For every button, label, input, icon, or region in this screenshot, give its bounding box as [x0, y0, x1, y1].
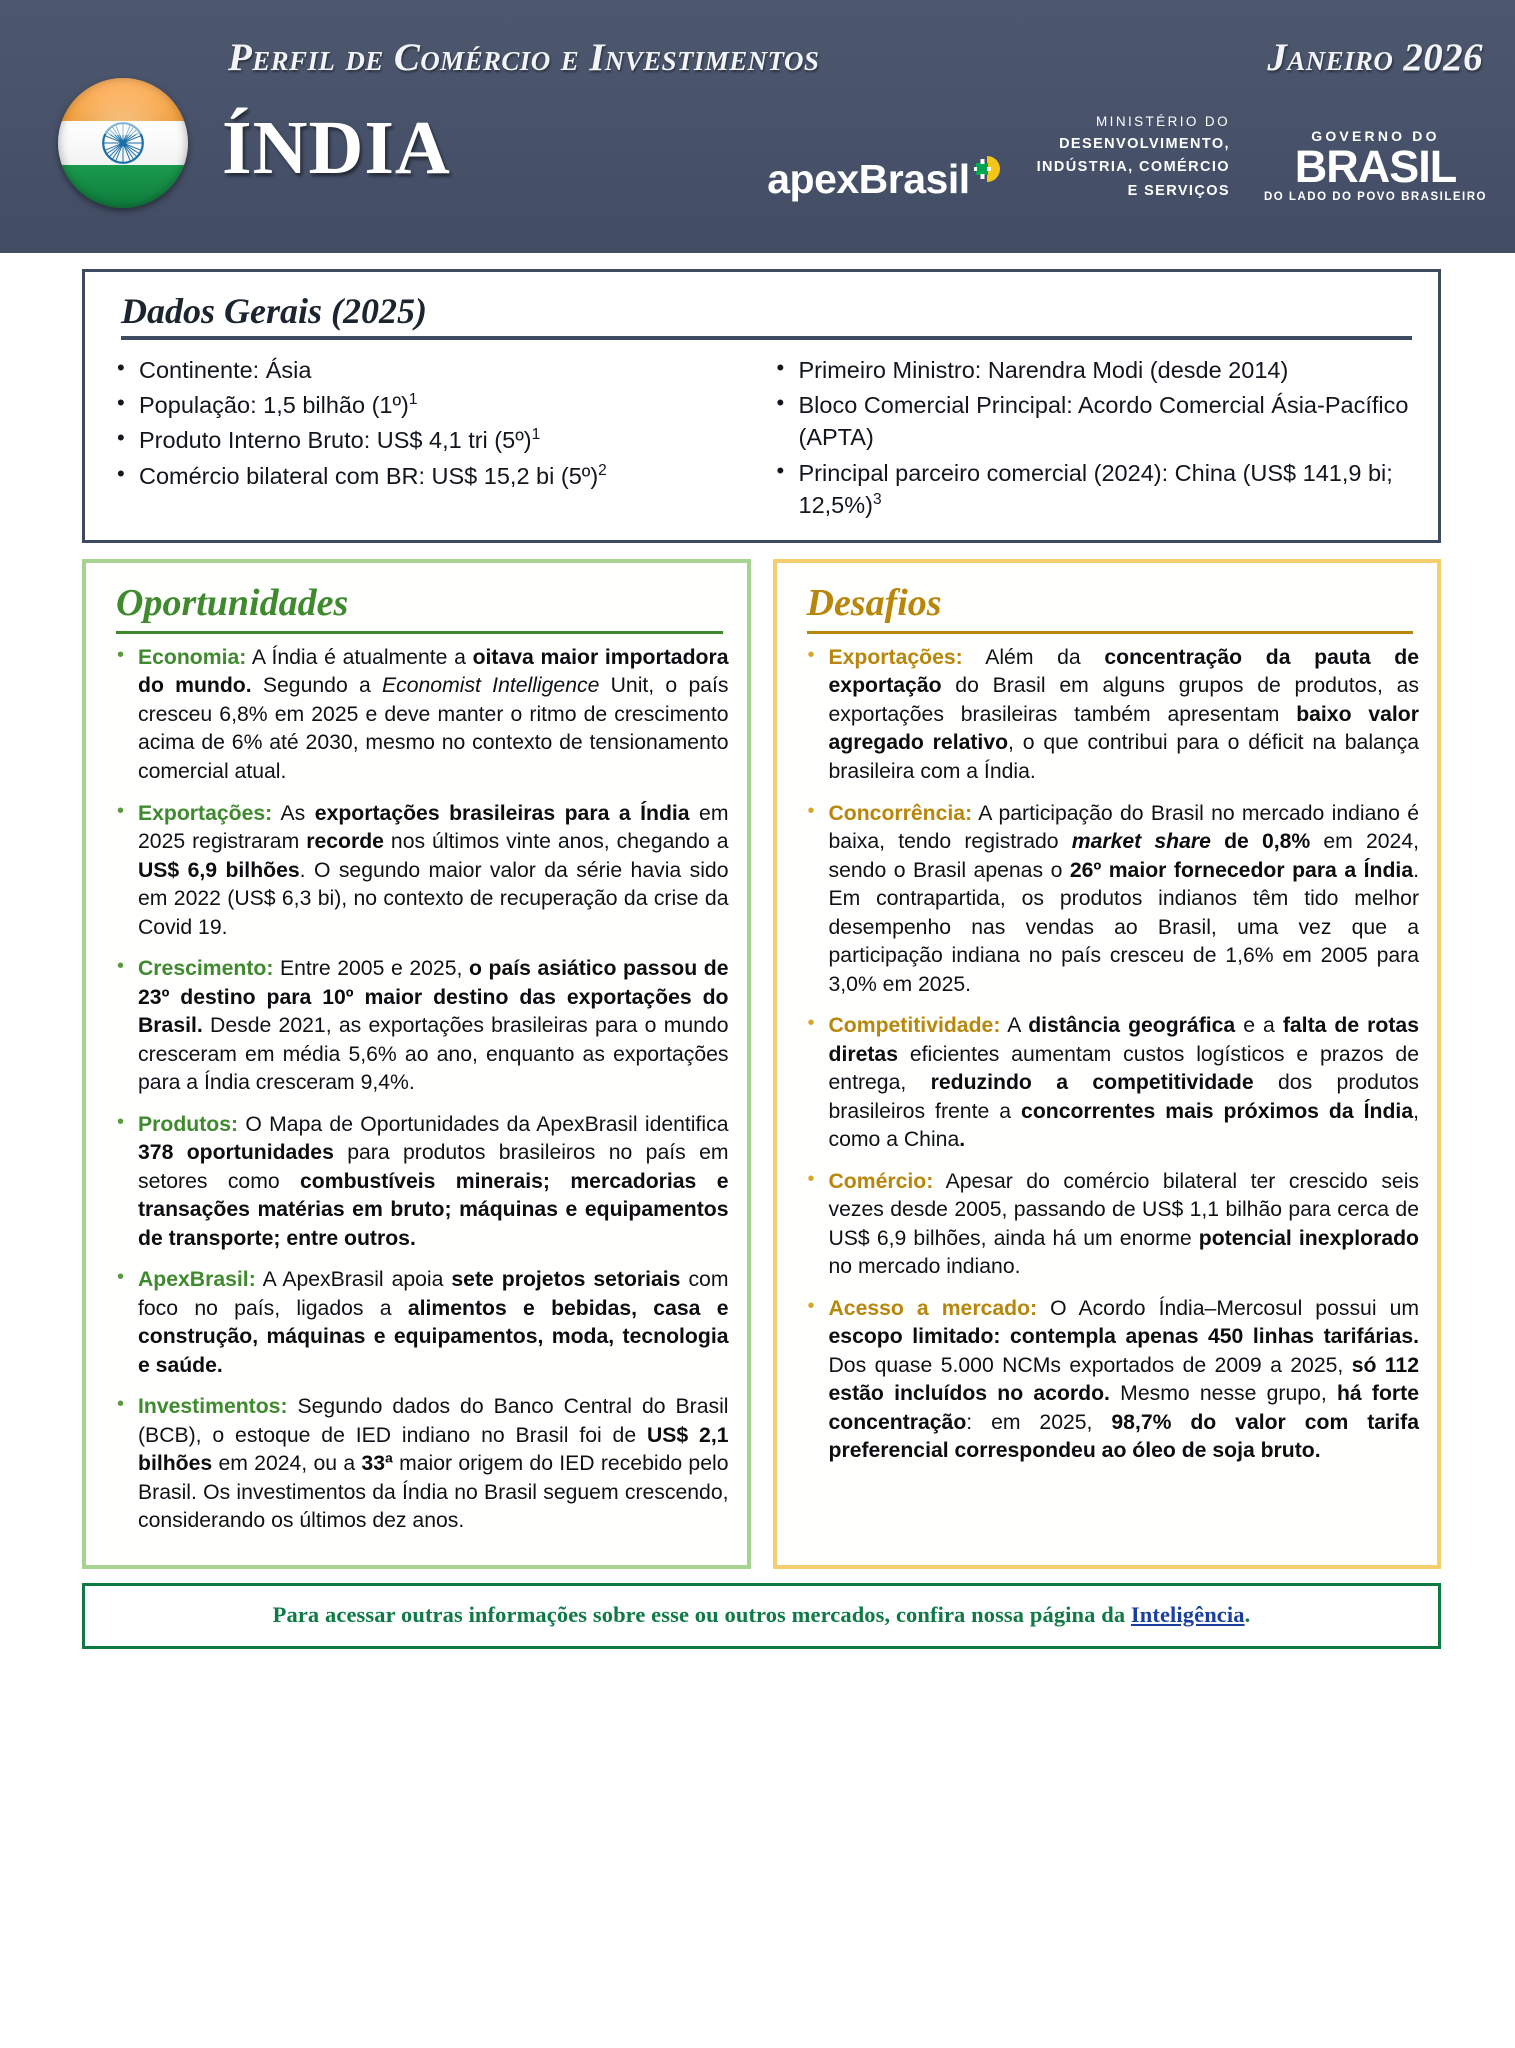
dados-gerais-item — [767, 457, 1417, 521]
oportunidade-item — [104, 800, 729, 943]
desafio-item-label: Comércio: — [828, 1169, 934, 1193]
oportunidade-item-label: ApexBrasil: — [138, 1268, 256, 1292]
footer-panel — [82, 1583, 1441, 1649]
dados-gerais-panel — [82, 269, 1441, 543]
desafios-list — [795, 644, 1420, 1466]
dados-gerais-right-list — [767, 354, 1417, 521]
dados-gerais-divider — [121, 336, 1412, 340]
oportunidades-panel — [82, 559, 751, 1569]
desafio-item-label: Acesso a mercado: — [828, 1296, 1038, 1320]
dados-gerais-item — [107, 389, 757, 421]
footer-text-after: . — [1244, 1601, 1251, 1627]
country-name: ÍNDIA — [222, 106, 451, 190]
logo-cluster — [767, 111, 1487, 203]
governo-brasil-logo — [1264, 128, 1487, 203]
dados-gerais-item-text: Continente: Ásia — [139, 357, 312, 383]
desafio-item-body: A participação do Brasil no mercado indiano é baixa, tendo registrado market share de 0,8% em 2024, sendo o Brasil apenas o 26º maior fornecedor para a Índia. Em contrapartida, os produtos indianos têm tido melhor desempenho nas vendas ao Brasil, uma vez que a participação indiana no país cresceu de 1,6% em 2005 para 3,0% em 2025. — [828, 801, 1420, 996]
ministry-line-3: INDÚSTRIA, COMÉRCIO — [1036, 159, 1230, 176]
page-header — [0, 0, 1515, 253]
oportunidades-divider — [116, 631, 723, 634]
desafio-item — [795, 1012, 1420, 1155]
desafio-item — [795, 644, 1420, 787]
dados-gerais-item — [107, 460, 757, 492]
oportunidade-item-body: A ApexBrasil apoia sete projetos setoriais com foco no país, ligados a alimentos e bebidas, casa e construção, máquinas e equipamentos, moda, tecnologia e saúde. — [138, 1268, 729, 1377]
footnote-marker: 1 — [531, 426, 541, 444]
desafios-divider — [807, 631, 1414, 634]
governo-tagline: DO LADO DO POVO BRASILEIRO — [1263, 191, 1487, 203]
dados-gerais-right-column — [767, 354, 1417, 524]
footer-text — [95, 1602, 1428, 1628]
desafio-item-label: Concorrência: — [828, 801, 973, 825]
desafio-item — [795, 1168, 1420, 1282]
dados-gerais-item — [767, 389, 1417, 453]
dados-gerais-item — [107, 354, 757, 386]
dados-gerais-item-text: Bloco Comercial Principal: Acordo Comercial Ásia-Pacífico (APTA) — [798, 392, 1409, 451]
oportunidade-item-body: A Índia é atualmente a oitava maior importadora do mundo. Segundo a Economist Intelligence Unit, o país cresceu 6,8% em 2025 e deve manter o ritmo de crescimento acima de 6% até 2030, mesmo no contexto de tensionamento comercial atual. — [138, 645, 729, 783]
oportunidade-item — [104, 1393, 729, 1536]
dados-gerais-item — [107, 424, 757, 456]
dados-gerais-left-list — [107, 354, 757, 492]
dados-gerais-item-text: Primeiro Ministro: Narendra Modi (desde 2014) — [798, 357, 1289, 383]
oportunidade-item-label: Economia: — [138, 645, 247, 669]
desafio-item-label: Competitividade: — [828, 1014, 1001, 1038]
report-date: Janeiro 2026 — [1267, 36, 1483, 79]
desafio-item-label: Exportações: — [828, 645, 963, 669]
oportunidade-item — [104, 644, 729, 787]
footnote-marker: 1 — [408, 391, 418, 409]
desafios-panel — [773, 559, 1442, 1569]
desafios-title: Desafios — [806, 581, 942, 624]
oportunidades-list — [104, 644, 729, 1536]
desafio-item-body: A distância geográfica e a falta de rotas diretas eficientes aumentam custos logísticos e prazos de entrega, reduzindo a competitividade dos produtos brasileiros frente a concorrentes mais próximos da Índia, como a China. — [828, 1014, 1419, 1152]
ministry-line-1: MINISTÉRIO DO — [1096, 113, 1230, 129]
brasil-wordmark: BRASIL — [1294, 140, 1457, 192]
oportunidade-item — [104, 1111, 729, 1254]
dados-gerais-item — [767, 354, 1417, 386]
dados-gerais-title: Dados Gerais (2025) — [121, 291, 427, 331]
inteligencia-link[interactable]: Inteligência — [1130, 1601, 1245, 1627]
apexbrasil-mark-icon — [973, 154, 1003, 184]
page-title: Perfil de Comércio e Investimentos — [228, 36, 820, 79]
oportunidades-title: Oportunidades — [116, 581, 349, 624]
dados-gerais-item-text: Comércio bilateral com BR: US$ 15,2 bi (5º) — [139, 462, 599, 489]
apexbrasil-wordmark: apexBrasil — [767, 156, 970, 202]
oportunidade-item — [104, 955, 729, 1098]
desafio-item-body: Apesar do comércio bilateral ter crescido seis vezes desde 2005, passando de US$ 1,1 bilhão para cerca de US$ 6,9 bilhões, ainda há um enorme potencial inexplorado no mercado indiano. — [828, 1169, 1419, 1279]
oportunidade-item-label: Exportações: — [138, 801, 273, 825]
oportunidade-item — [104, 1266, 729, 1380]
oportunidade-item-label: Investimentos: — [138, 1395, 288, 1419]
desafio-item — [795, 1295, 1420, 1466]
desafio-item-body: O Acordo Índia–Mercosul possui um escopo limitado: contempla apenas 450 linhas tarifárias. Dos quase 5.000 NCMs exportados de 2009 a 2025, só 112 estão incluídos no acordo. Mesmo nesse grupo, há forte concentração: em 2025, 98,7% do valor com tarifa preferencial correspondeu ao óleo de soja bruto. — [828, 1296, 1420, 1463]
dados-gerais-left-column — [107, 354, 757, 524]
apexbrasil-logo — [767, 156, 1002, 203]
dados-gerais-item-text: Principal parceiro comercial (2024): China (US$ 141,9 bi; 12,5%) — [798, 459, 1393, 518]
panels-row — [82, 559, 1441, 1569]
ministry-line-4: E SERVIÇOS — [1127, 182, 1230, 199]
dados-gerais-item-text: População: 1,5 bilhão (1º) — [139, 392, 409, 419]
oportunidade-item-label: Produtos: — [138, 1112, 239, 1136]
desafio-item-body: Além da concentração da pauta de exportação do Brasil em alguns grupos de produtos, as exportações brasileiras também apresentam baixo valor agregado relativo, o que contribui para o déficit na balança brasileira com a Índia. — [828, 645, 1419, 783]
desafio-item — [795, 800, 1420, 1000]
oportunidade-item-body: Segundo dados do Banco Central do Brasil (BCB), o estoque de IED indiano no Brasil foi de US$ 2,1 bilhões em 2024, ou a 33ª maior origem do IED recebido pelo Brasil. Os investimentos da Índia no Brasil seguem crescendo, considerando os últimos dez anos. — [138, 1395, 729, 1533]
footnote-marker: 3 — [872, 490, 882, 508]
oportunidade-item-body: O Mapa de Oportunidades da ApexBrasil identifica 378 oportunidades para produtos brasileiros no país em setores como combustíveis minerais; mercadorias e transações matérias em bruto; máquinas e equipamentos de transporte; entre outros. — [138, 1112, 729, 1250]
oportunidade-item-body: As exportações brasileiras para a Índia em 2025 registraram recorde nos últimos vinte anos, chegando a US$ 6,9 bilhões. O segundo maior valor da série havia sido em 2022 (US$ 6,3 bi), no contexto de recuperação da crise da Covid 19. — [138, 801, 729, 939]
ministry-logo — [1037, 111, 1230, 203]
oportunidade-item-body: Entre 2005 e 2025, o país asiático passou de 23º destino para 10º maior destino das exportações do Brasil. Desde 2021, as exportações brasileiras para o mundo cresceram em média 5,6% ao ano, enquanto as exportações para a Índia cresceram 9,4%. — [138, 957, 729, 1095]
oportunidade-item-label: Crescimento: — [138, 957, 274, 981]
footer-text-before: Para acessar outras informações sobre esse ou outros mercados, confira nossa página da — [272, 1601, 1131, 1627]
ministry-line-2: DESENVOLVIMENTO, — [1059, 135, 1230, 152]
footnote-marker: 2 — [598, 461, 607, 479]
governo-top-text: GOVERNO DO — [1311, 127, 1440, 144]
india-flag-icon — [58, 78, 188, 208]
dados-gerais-item-text: Produto Interno Bruto: US$ 4,1 tri (5º) — [139, 427, 532, 454]
